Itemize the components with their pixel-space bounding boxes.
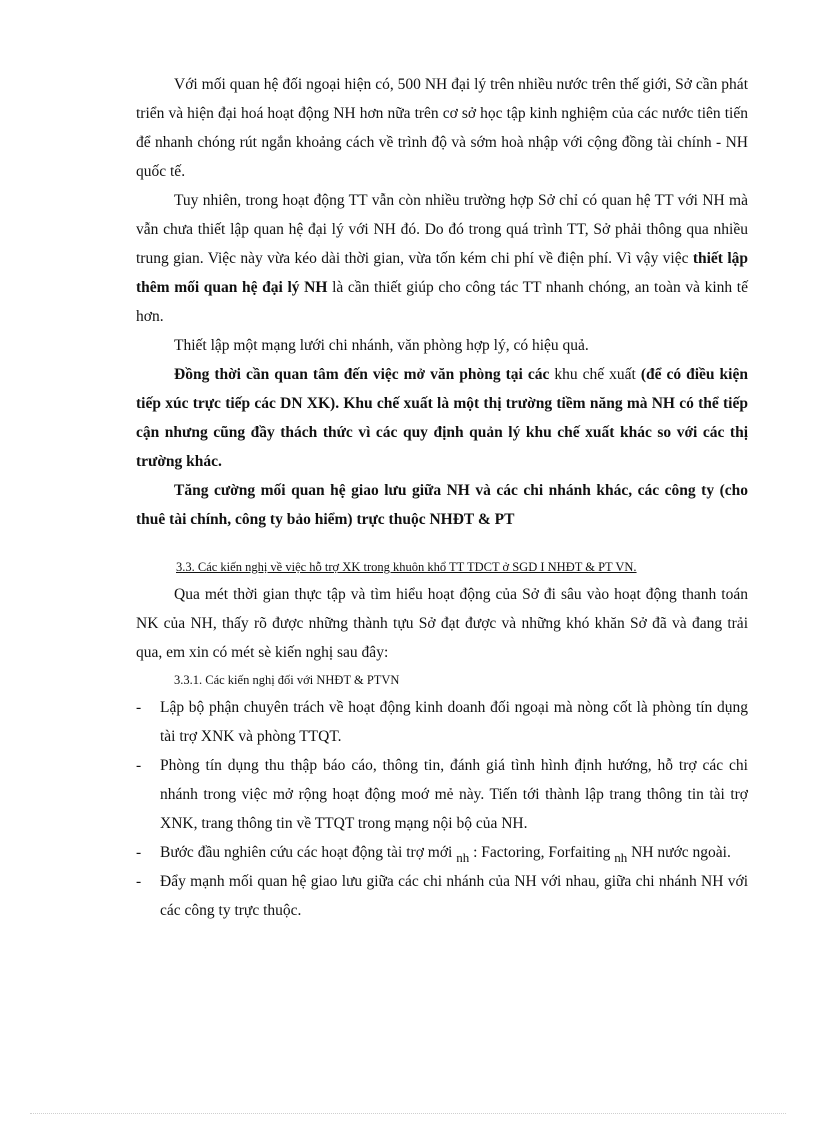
paragraph-text: Tuy nhiên, trong hoạt động TT vẫn còn nhiều trường hợp Sở chỉ có quan hệ TT với NH mà vẫn chưa thiết lập quan hệ đại lý với NH đó. Do đó trong quá trình TT, Sở phải thông qua nhiều trung gian. Việc này vừa kéo dài thời gian, vừa tốn kém chi phí về điện phí. Vì vậy việc (136, 192, 748, 267)
list-dash: - (136, 699, 142, 716)
list-dash: - (136, 844, 142, 861)
bold-phrase: (để có điều kiện tiếp xúc trực tiếp các DN XK). Khu chế xuất là một thị trường tiềm năng mà NH có thể tiếp cận nhưng cũng đầy thách thức vì các quy định quản lý khu chế xuất khác so với các thị trường khác. (136, 366, 748, 470)
list-item-text: Lập bộ phận chuyên trách về hoạt động kinh doanh đối ngoại mà nòng cốt là phòng tín dụng tài trợ XNK và phòng TTQT. (160, 699, 748, 745)
section-heading-3-3: 3.3. Các kiến nghị về việc hỗ trợ XK trong khuôn khổ TT TDCT ở SGD I NHĐT & PT VN. (176, 560, 637, 574)
paragraph-branch-network: Thiết lập một mạng lưới chi nhánh, văn phòng hợp lý, có hiệu quả. (174, 337, 589, 354)
list-item-text: Bước đầu nghiên cứu các hoạt động tài trợ mới (160, 844, 457, 861)
bold-phrase: thiết lập thêm mối quan hệ đại lý NH (136, 250, 748, 296)
list-item-text: Đẩy mạnh mối quan hệ giao lưu giữa các chi nhánh của NH với nhau, giữa chi nhánh NH với các công ty trực thuộc. (160, 873, 748, 919)
paragraph-export-zone (136, 360, 748, 476)
paragraph-correspondent-banks (136, 186, 748, 331)
page-bottom-divider (30, 1113, 786, 1114)
paragraph-text: khu chế xuất (549, 366, 641, 383)
subscript-text: nh (456, 850, 470, 865)
paragraph-text: là cần thiết giúp cho công tác TT nhanh chóng, an toàn và kinh tế hơn. (136, 279, 748, 325)
list-item-text: : Factoring, Forfaiting (469, 844, 615, 861)
list-item (136, 693, 748, 751)
document-body (136, 70, 748, 925)
list-item (136, 751, 748, 838)
paragraph-section-intro: Qua mét thời gian thực tập và tìm hiểu hoạt động của Sở đi sâu vào hoạt động thanh toán NK của NH, thấy rõ được những thành tựu Sở đạt được và những khó khăn Sở đã và đang trải qua, em xin có mét sè kiến nghị sau đây: (136, 586, 748, 661)
list-item-text: Phòng tín dụng thu thập báo cáo, thông tin, đánh giá tình hình định hướng, hỗ trợ các chi nhánh trong việc mở rộng hoạt động moớ mẻ này. Tiến tới thành lập trang thông tin tài trợ XNK, trang thông tin về TTQT trong mạng nội bộ của NH. (160, 757, 748, 832)
list-dash: - (136, 873, 142, 890)
list-item-text: NH nước ngoài. (627, 844, 731, 861)
list-item (136, 838, 748, 867)
section-heading-3-3-1: 3.3.1. Các kiến nghị đối với NHĐT & PTVN (174, 673, 400, 687)
subscript-text: nh (614, 850, 628, 865)
bold-phrase: Đồng thời cần quan tâm đến việc mở văn phòng tại các (174, 366, 550, 383)
paragraph-strengthen-relations: Tăng cường mối quan hệ giao lưu giữa NH và các chi nhánh khác, các công ty (cho thuê tài chính, công ty bảo hiểm) trực thuộc NHĐT & PT (136, 482, 748, 528)
paragraph-foreign-relations: Với mối quan hệ đối ngoại hiện có, 500 NH đại lý trên nhiều nước trên thế giới, Sở cần phát triển và hiện đại hoá hoạt động NH hơn nữa trên cơ sở học tập kinh nghiệm của các nước tiên tiến để nhanh chóng rút ngắn khoảng cách về trình độ và sớm hoà nhập với cộng đồng tài chính - NH quốc tế. (136, 76, 748, 180)
list-item (136, 867, 748, 925)
list-dash: - (136, 757, 142, 774)
